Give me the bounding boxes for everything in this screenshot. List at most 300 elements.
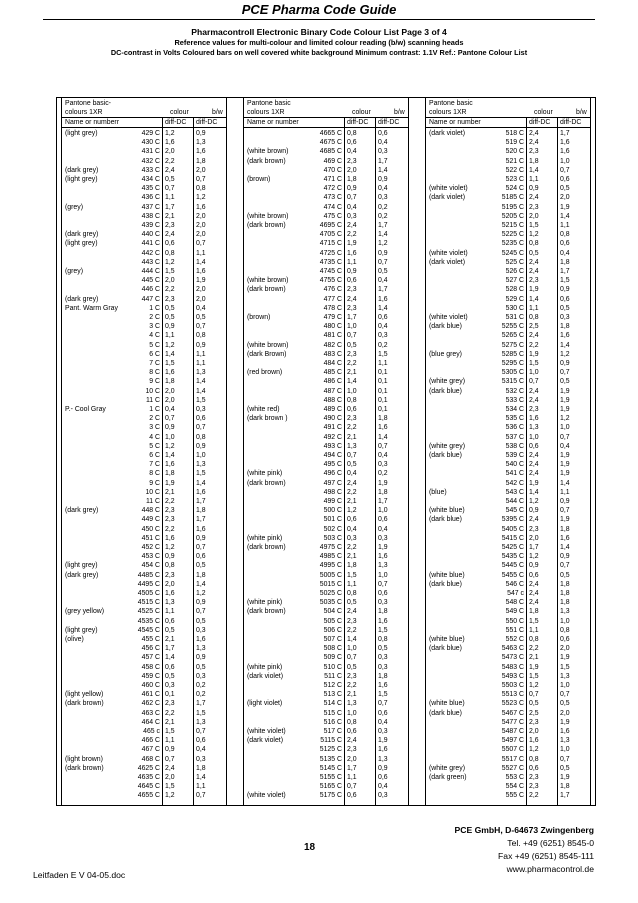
bw-diff-dc: 1,1 [560, 222, 570, 229]
pantone-number: 541 C [505, 470, 524, 478]
pantone-number: 4715 C [319, 240, 342, 248]
bw-diff-dc: 1,6 [560, 534, 570, 542]
bw-diff-dc: 0,7 [196, 240, 206, 248]
colour-diff-dc: 0,6 [529, 764, 539, 772]
pantone-number: 531 C [505, 314, 524, 321]
table-row [426, 469, 590, 478]
pantone-number: 494 C [323, 452, 342, 459]
colour-diff-dc: 1,7 [529, 544, 539, 551]
table-row [426, 166, 590, 175]
colour-diff-dc: 1,4 [529, 488, 539, 496]
bw-diff-dc: 0,3 [196, 406, 206, 413]
colour-diff-dc: 1,5 [529, 617, 539, 625]
bw-diff-dc: 0,5 [560, 378, 570, 386]
pantone-number: 510 C [323, 663, 342, 671]
colour-diff-dc: 2,3 [165, 700, 175, 708]
pantone-number: 5473 C [501, 654, 524, 662]
colour-diff-dc: 1,8 [529, 157, 539, 165]
colour-diff-dc: 2,3 [347, 304, 357, 312]
bw-diff-dc: 0,3 [196, 755, 206, 763]
colour-diff-dc: 0,5 [165, 176, 175, 183]
bw-diff-dc: 1,6 [196, 636, 206, 643]
bw-diff-dc: 0,7 [378, 700, 388, 708]
colour-diff-dc: 0,7 [529, 691, 539, 699]
colour-diff-dc: 0,6 [529, 571, 539, 579]
bw-diff-dc: 0,6 [378, 516, 388, 524]
pantone-number: 520 C [505, 148, 524, 156]
colour-name: (white violet) [247, 792, 286, 800]
table-row [426, 755, 590, 764]
table-row [62, 479, 226, 488]
bw-diff-dc: 0,2 [196, 691, 206, 699]
table-row [244, 331, 408, 340]
colour-diff-dc: 1,7 [165, 645, 175, 653]
pantone-number: 538 C [505, 442, 524, 450]
pantone-number: 9 C [149, 378, 160, 386]
colour-diff-dc: 2,4 [347, 479, 357, 487]
colour-diff-dc: 1,2 [529, 231, 539, 239]
pantone-number: 5125 C [319, 746, 342, 754]
table-row [62, 359, 226, 368]
bw-diff-dc: 1,8 [560, 258, 570, 266]
colour-diff-dc: 2,0 [165, 396, 175, 404]
bw-diff-dc: 1,0 [560, 424, 570, 432]
pantone-number: 448 C [141, 507, 160, 515]
pantone-number: 10 C [145, 488, 160, 496]
pantone-number: 514 C [323, 700, 342, 708]
pantone-number: 4985 C [319, 553, 342, 561]
pantone-number: 5295 C [501, 360, 524, 367]
pantone-number: 437 C [141, 203, 160, 211]
bw-diff-dc: 0,6 [196, 737, 206, 745]
pantone-number: 471 C [323, 176, 342, 183]
colour-diff-dc: 1,1 [165, 194, 175, 202]
header-row-3 [244, 118, 408, 127]
bw-diff-dc: 1,8 [196, 764, 206, 772]
bw-diff-dc: 1,7 [560, 268, 570, 275]
header-divider [426, 127, 590, 128]
colour-name: (brown) [247, 176, 271, 183]
pantone-number: 5517 C [501, 755, 524, 763]
table-row [244, 304, 408, 313]
bw-diff-dc: 1,5 [378, 350, 388, 358]
colour-diff-dc: 1,8 [165, 378, 175, 386]
bw-diff-dc: 0,9 [196, 599, 206, 607]
pantone-number: 540 C [505, 461, 524, 469]
pantone-number: 7 C [149, 360, 160, 367]
table-row [244, 525, 408, 534]
colour-diff-dc: 2,0 [165, 148, 175, 156]
pantone-number: 5425 C [501, 544, 524, 551]
table-row [244, 460, 408, 469]
pantone-number: 4485 C [137, 571, 160, 579]
table-row [62, 304, 226, 313]
company-fax: Fax +49 (6251) 8545-111 [498, 851, 594, 861]
colour-diff-dc: 1,7 [165, 203, 175, 211]
pantone-number: 5275 C [501, 341, 524, 349]
colour-diff-dc: 0,6 [165, 663, 175, 671]
bw-diff-dc: 1,4 [196, 387, 206, 395]
colour-diff-dc: 0,5 [347, 461, 357, 469]
table-row [426, 313, 590, 322]
table-row [244, 690, 408, 699]
pantone-number: 495 C [323, 461, 342, 469]
table-row [426, 442, 590, 451]
colour-name: (grey yellow) [65, 608, 105, 616]
colour-diff-dc: 1,2 [529, 498, 539, 505]
colour-name: (olive) [65, 636, 84, 643]
pantone-number: 542 C [505, 479, 524, 487]
colour-diff-dc: 0,5 [347, 341, 357, 349]
colour-diff-dc: 1,1 [347, 580, 357, 588]
table-row [62, 387, 226, 396]
table-row [62, 690, 226, 699]
table-row [62, 663, 226, 672]
header-row-2 [426, 108, 590, 117]
table-row [62, 543, 226, 552]
table-row [244, 479, 408, 488]
pantone-number: 435 C [141, 185, 160, 193]
bw-diff-dc: 1,6 [560, 332, 570, 340]
bw-diff-dc: 1,9 [560, 452, 570, 459]
header-name-or-number: Name or numberr [65, 119, 119, 126]
pantone-number: 436 C [141, 194, 160, 202]
bw-diff-dc: 1,0 [560, 746, 570, 754]
bw-diff-dc: 1,8 [196, 157, 206, 165]
colour-diff-dc: 0,5 [165, 314, 175, 321]
bw-diff-dc: 0,1 [378, 378, 388, 386]
bw-diff-dc: 0,7 [196, 323, 206, 331]
table-row [244, 598, 408, 607]
pantone-number: 4735 C [319, 258, 342, 266]
bw-diff-dc: 1,7 [378, 157, 388, 165]
bw-diff-dc: 0,6 [196, 415, 206, 423]
colour-diff-dc: 2,3 [347, 157, 357, 165]
colour-name: (dark green) [429, 774, 467, 781]
colour-diff-dc: 0,1 [165, 691, 175, 699]
pantone-number: 447 C [141, 295, 160, 303]
pantone-number: 5445 C [501, 562, 524, 570]
bw-diff-dc: 1,3 [196, 718, 206, 726]
bw-diff-dc: 0,9 [378, 764, 388, 772]
colour-diff-dc: 2,0 [529, 534, 539, 542]
pantone-number: 5503 C [501, 682, 524, 689]
colour-name: (dark violet) [247, 737, 283, 745]
colour-diff-dc: 1,8 [347, 562, 357, 570]
table-row [62, 442, 226, 451]
colour-diff-dc: 1,0 [529, 433, 539, 441]
bw-diff-dc: 0,3 [378, 461, 388, 469]
bw-diff-dc: 1,4 [560, 341, 570, 349]
colour-diff-dc: 1,5 [529, 672, 539, 680]
colour-diff-dc: 2,3 [529, 148, 539, 156]
colour-diff-dc: 1,9 [347, 240, 357, 248]
colour-diff-dc: 2,2 [347, 682, 357, 689]
pantone-number: 513 C [323, 691, 342, 699]
pantone-number: 438 C [141, 212, 160, 220]
table-row [426, 147, 590, 156]
table-row [62, 681, 226, 690]
pantone-number: 4635 C [137, 774, 160, 781]
bw-diff-dc: 0,3 [196, 672, 206, 680]
table-row [62, 515, 226, 524]
bw-diff-dc: 1,8 [196, 507, 206, 515]
colour-diff-dc: 2,2 [529, 792, 539, 800]
table-row [426, 525, 590, 534]
colour-diff-dc: 1,6 [529, 737, 539, 745]
pantone-number: 482 C [323, 341, 342, 349]
bw-diff-dc: 1,4 [560, 544, 570, 551]
colour-diff-dc: 0,4 [347, 470, 357, 478]
colour-table [56, 97, 596, 806]
colour-diff-dc: 1,5 [347, 571, 357, 579]
bw-diff-dc: 0,9 [196, 534, 206, 542]
table-row [62, 506, 226, 515]
bw-diff-dc: 1,9 [560, 203, 570, 211]
pantone-number: 5155 C [319, 774, 342, 781]
colour-diff-dc: 0,9 [529, 562, 539, 570]
pantone-number: 530 C [505, 304, 524, 312]
colour-diff-dc: 1,8 [347, 176, 357, 183]
colour-diff-dc: 2,2 [165, 286, 175, 294]
page-title: PCE Pharma Code Guide [241, 2, 397, 17]
pantone-number: 3 C [149, 424, 160, 432]
bw-diff-dc: 1,6 [196, 525, 206, 533]
table-row [244, 442, 408, 451]
table-row [426, 552, 590, 561]
colour-diff-dc: 2,3 [347, 746, 357, 754]
colour-name: (dark blue) [429, 645, 462, 653]
pantone-number: 469 C [323, 157, 342, 165]
bw-diff-dc: 0,4 [196, 746, 206, 754]
table-row [62, 644, 226, 653]
colour-diff-dc: 1,7 [347, 314, 357, 321]
table-row [244, 755, 408, 764]
colour-name: (brown) [247, 314, 271, 321]
pantone-number: 461 C [141, 691, 160, 699]
table-row [244, 221, 408, 230]
pantone-number: 466 C [141, 737, 160, 745]
colour-diff-dc: 2,0 [165, 387, 175, 395]
table-row [426, 543, 590, 552]
colour-diff-dc: 1,0 [529, 369, 539, 377]
bw-diff-dc: 2,0 [560, 709, 570, 717]
bw-diff-dc: 1,8 [560, 323, 570, 331]
table-row [244, 433, 408, 442]
colour-diff-dc: 0,6 [347, 139, 357, 147]
pantone-number: 5215 C [501, 222, 524, 229]
table-row [62, 249, 226, 258]
bw-diff-dc: 0,9 [560, 286, 570, 294]
pantone-number: 5025 C [319, 590, 342, 597]
table-row [244, 405, 408, 414]
colour-diff-dc: 1,1 [529, 304, 539, 312]
pantone-number: 516 C [323, 718, 342, 726]
table-row [62, 607, 226, 616]
pantone-number: 476 C [323, 286, 342, 294]
table-row [244, 497, 408, 506]
colour-name: (dark grey) [65, 231, 99, 239]
pantone-number: 5 C [149, 341, 160, 349]
bw-diff-dc: 1,5 [378, 691, 388, 699]
bw-diff-dc: 1,9 [378, 479, 388, 487]
table-row [426, 782, 590, 791]
bw-diff-dc: 0,4 [378, 139, 388, 147]
table-row [62, 727, 226, 736]
bw-diff-dc: 0,7 [196, 544, 206, 551]
bw-diff-dc: 0,3 [378, 654, 388, 662]
table-row [244, 736, 408, 745]
pantone-number: 5145 C [319, 764, 342, 772]
colour-diff-dc: 2,3 [529, 525, 539, 533]
pantone-number: 467 C [141, 746, 160, 754]
pantone-number: 5005 C [319, 571, 342, 579]
bw-diff-dc: 2,0 [560, 194, 570, 202]
colour-diff-dc: 2,4 [529, 387, 539, 395]
pantone-number: 456 C [141, 645, 160, 653]
header-colour: colour [170, 109, 189, 116]
table-row [62, 745, 226, 754]
pantone-number: 537 C [505, 433, 524, 441]
bw-diff-dc: 1,0 [560, 617, 570, 625]
colour-name: (white grey) [429, 764, 465, 772]
table-row [244, 515, 408, 524]
colour-name: (dark grey) [65, 295, 99, 303]
table-row [426, 617, 590, 626]
pantone-number: 523 C [505, 176, 524, 183]
pantone-number: 550 C [505, 617, 524, 625]
bw-diff-dc: 1,7 [378, 286, 388, 294]
colour-diff-dc: 0,7 [529, 378, 539, 386]
colour-name: (white pink) [247, 663, 283, 671]
table-row [62, 755, 226, 764]
bw-diff-dc: 0,5 [378, 645, 388, 653]
table-row [62, 626, 226, 635]
bw-diff-dc: 1,6 [196, 268, 206, 275]
table-row [426, 497, 590, 506]
colour-name: (red brown) [247, 369, 283, 377]
table-row [426, 304, 590, 313]
colour-name: (light grey) [65, 176, 98, 183]
header-row-3 [62, 118, 226, 127]
page-number: 18 [304, 842, 316, 853]
bw-diff-dc: 0,8 [378, 636, 388, 643]
colour-diff-dc: 0,4 [347, 148, 357, 156]
colour-name: (white violet) [429, 185, 468, 193]
colour-diff-dc: 0,8 [529, 636, 539, 643]
colour-diff-dc: 1,6 [165, 369, 175, 377]
pantone-number: 4515 C [137, 599, 160, 607]
pantone-number: 445 C [141, 277, 160, 285]
bw-diff-dc: 1,9 [560, 654, 570, 662]
table-row [426, 515, 590, 524]
bw-diff-dc: 0,9 [196, 654, 206, 662]
table-row [426, 764, 590, 773]
bw-diff-dc: 1,8 [560, 590, 570, 597]
pantone-number: 5513 C [501, 691, 524, 699]
colour-diff-dc: 2,2 [529, 341, 539, 349]
colour-name: (white red) [247, 406, 280, 413]
bw-diff-dc: 1,5 [560, 663, 570, 671]
colour-diff-dc: 0,7 [165, 185, 175, 193]
colour-name: (white pink) [247, 534, 283, 542]
colour-diff-dc: 0,9 [347, 268, 357, 275]
colour-name: (dark grey) [65, 166, 99, 174]
table-row [244, 368, 408, 377]
table-row [244, 580, 408, 589]
table-row [62, 718, 226, 727]
bw-diff-dc: 0,1 [378, 406, 388, 413]
pantone-number: 5255 C [501, 323, 524, 331]
colour-diff-dc: 2,4 [529, 590, 539, 597]
colour-diff-dc: 2,4 [529, 194, 539, 202]
table-row [244, 396, 408, 405]
table-row [244, 561, 408, 570]
colour-diff-dc: 1,6 [165, 461, 175, 469]
colour-diff-dc: 2,4 [529, 139, 539, 147]
pantone-number: 544 C [505, 498, 524, 505]
bw-diff-dc: 0,5 [560, 304, 570, 312]
table-row [426, 736, 590, 745]
colour-diff-dc: 2,3 [347, 415, 357, 423]
bw-diff-dc: 0,5 [196, 562, 206, 570]
colour-name: (light grey) [65, 562, 98, 570]
colour-diff-dc: 2,3 [529, 406, 539, 413]
colour-diff-dc: 1,4 [165, 654, 175, 662]
header-name-or-number: Name or number [247, 119, 299, 126]
pantone-number: 454 C [141, 562, 160, 570]
pantone-number: 4995 C [319, 562, 342, 570]
pantone-number: 5265 C [501, 332, 524, 340]
table-row [62, 184, 226, 193]
colour-diff-dc: 0,8 [347, 718, 357, 726]
pantone-number: 536 C [505, 424, 524, 432]
colour-name: (dark brown) [247, 286, 286, 294]
colour-diff-dc: 2,4 [347, 295, 357, 303]
colour-name: (white brown) [247, 212, 289, 220]
bw-diff-dc: 0,5 [196, 663, 206, 671]
table-row [244, 414, 408, 423]
pantone-number: 4745 C [319, 268, 342, 275]
pantone-number: 444 C [141, 268, 160, 275]
pantone-number: 539 C [505, 452, 524, 459]
pantone-number: 555 C [505, 792, 524, 800]
bw-diff-dc: 0,9 [196, 130, 206, 137]
table-row [62, 534, 226, 543]
colour-name: (light violet) [247, 700, 283, 708]
pantone-number: 5483 C [501, 663, 524, 671]
bw-diff-dc: 0,4 [378, 323, 388, 331]
table-row [62, 322, 226, 331]
pantone-number: 8 C [149, 369, 160, 377]
pantone-number: 5245 C [501, 249, 524, 257]
colour-diff-dc: 1,8 [165, 470, 175, 478]
colour-diff-dc: 2,3 [165, 571, 175, 579]
pantone-number: 3 C [149, 323, 160, 331]
colour-diff-dc: 2,1 [347, 498, 357, 505]
pantone-number: 5463 C [501, 645, 524, 653]
table-row [244, 773, 408, 782]
table-row [244, 258, 408, 267]
bw-diff-dc: 1,0 [560, 157, 570, 165]
pantone-number: 4505 C [137, 590, 160, 597]
pantone-number: 4725 C [319, 249, 342, 257]
pantone-number: 5497 C [501, 737, 524, 745]
header-pantone-basic: Pantone basic [429, 100, 473, 107]
bw-diff-dc: 2,0 [196, 212, 206, 220]
bw-diff-dc: 0,9 [560, 498, 570, 505]
colour-diff-dc: 2,1 [347, 433, 357, 441]
